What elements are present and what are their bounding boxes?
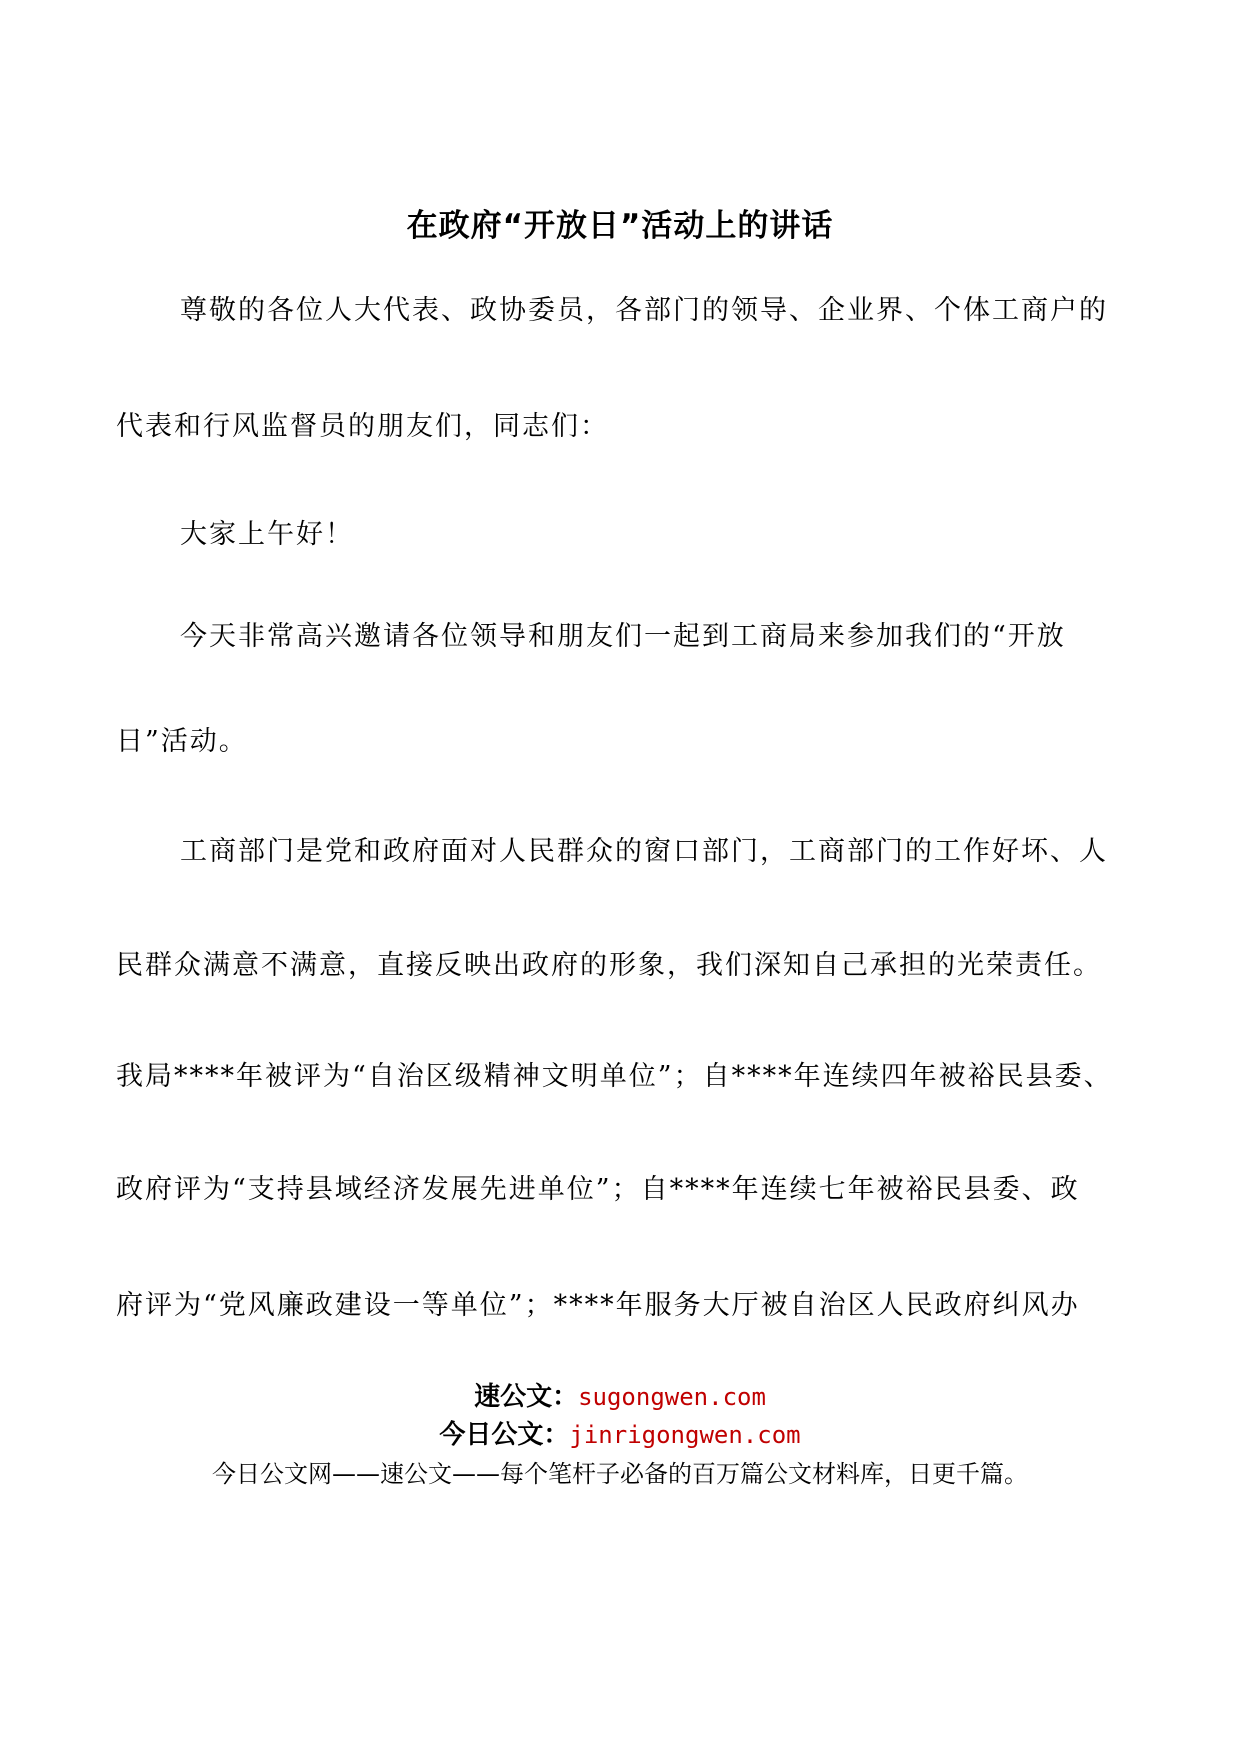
footer-label: 今日公文： (439, 1420, 570, 1450)
body-line: 工商部门是党和政府面对人民群众的窗口部门，工商部门的工作好坏、人 (180, 836, 1108, 867)
footer-label: 速公文： (474, 1382, 579, 1412)
body-line: 今天非常高兴邀请各位领导和朋友们一起到工商局来参加我们的“开放 (180, 621, 1066, 652)
body-line: 日”活动。 (116, 726, 248, 757)
body-line: 民群众满意不满意，直接反映出政府的形象，我们深知自己承担的光荣责任。 (116, 950, 1102, 981)
footer-url[interactable]: sugongwen.com (578, 1383, 766, 1411)
body-line: 我局****年被评为“自治区级精神文明单位”；自****年连续四年被裕民县委、 (116, 1061, 1113, 1092)
document-title: 在政府“开放日”活动上的讲话 (406, 208, 834, 244)
body-line: 尊敬的各位人大代表、政协委员，各部门的领导、企业界、个体工商户的 (180, 295, 1108, 326)
body-line: 大家上午好！ (180, 519, 354, 550)
body-line: 政府评为“支持县域经济发展先进单位”；自****年连续七年被裕民县委、政 (116, 1174, 1080, 1205)
footer-tagline: 今日公文网——速公文——每个笔杆子必备的百万篇公文材料库，日更千篇。 (212, 1460, 1028, 1488)
footer-url[interactable]: jinrigongwen.com (569, 1421, 801, 1449)
footer-link-sugongwen[interactable] (0, 1380, 1240, 1414)
footer-link-jinrigongwen[interactable] (0, 1418, 1240, 1452)
body-line: 府评为“党风廉政建设一等单位”；****年服务大厅被自治区人民政府纠风办 (116, 1290, 1080, 1321)
body-line: 代表和行风监督员的朋友们，同志们： (116, 411, 609, 442)
